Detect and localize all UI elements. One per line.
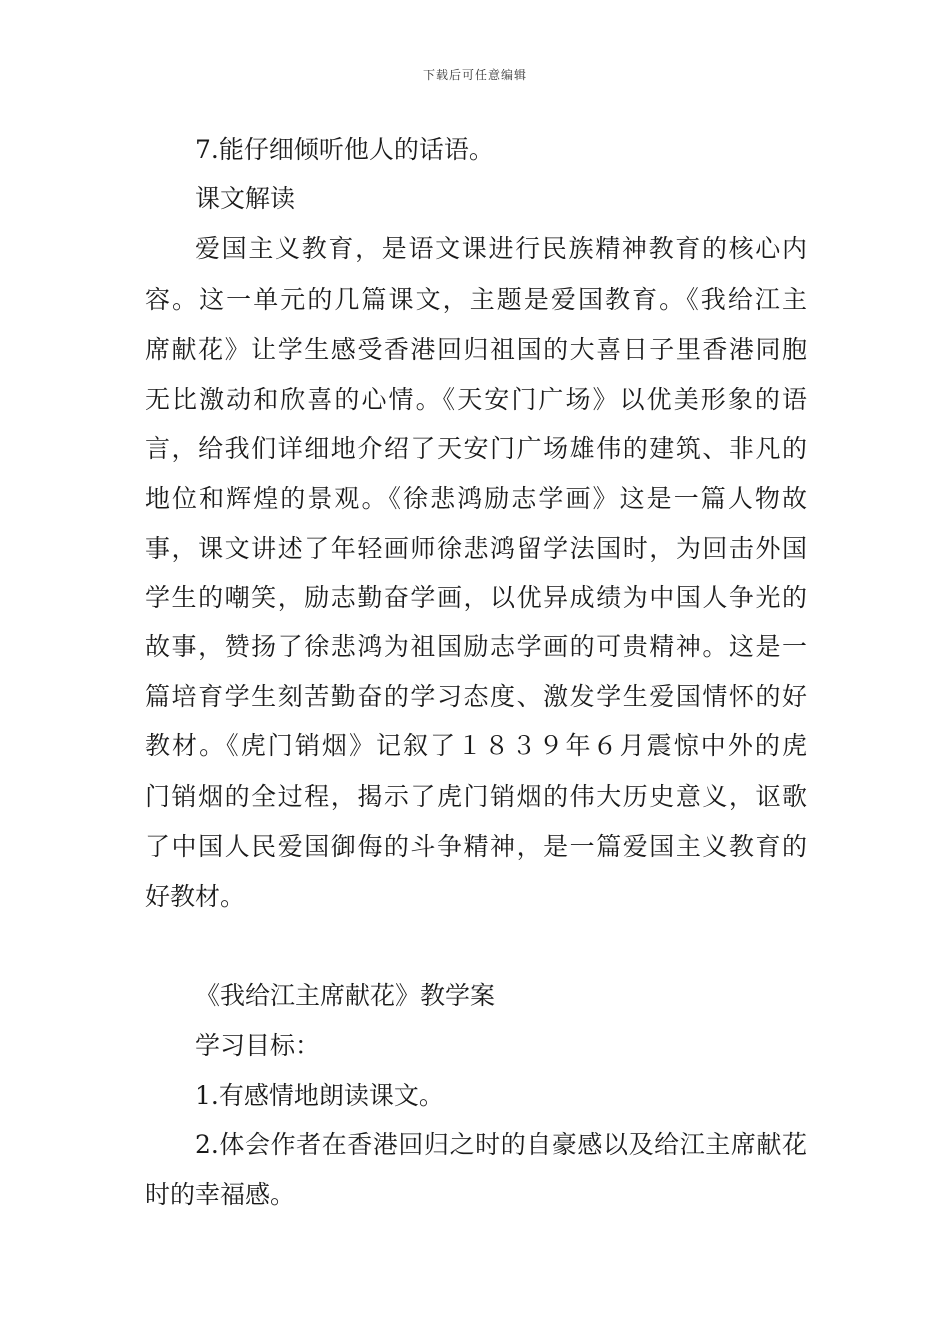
paragraph-line: 好教材。 [145,882,246,911]
goal-item-2: 2.体会作者在香港回归之时的自豪感以及给江主席献花 [195,1130,807,1159]
paragraph-line: 故事，赞扬了徐悲鸿为祖国励志学画的可贵精神。这是一 [145,632,807,661]
section-heading-text-analysis: 课文解读 [195,184,296,213]
goal-item-2-continued: 时的幸福感。 [145,1180,296,1209]
page-header: 下载后可任意编辑 [422,68,527,82]
paragraph-line: 爱国主义教育，是语文课进行民族精神教育的核心内 [195,234,807,263]
paragraph-line: 了中国人民爱国御侮的斗争精神，是一篇爱国主义教育的 [145,832,807,861]
paragraph-line: 言，给我们详细地介绍了天安门广场雄伟的建筑、非凡的 [145,434,807,463]
paragraph-line: 篇培育学生刻苦勤奋的学习态度、激发学生爱国情怀的好 [145,682,807,711]
section-heading-learning-goals: 学习目标： [195,1031,321,1060]
paragraph-line: 学生的嘲笑，励志勤奋学画，以优异成绩为中国人争光的 [145,583,807,612]
paragraph-line: 门销烟的全过程，揭示了虎门销烟的伟大历史意义，讴歌 [145,782,807,811]
paragraph-line: 席献花》让学生感受香港回归祖国的大喜日子里香港同胞 [145,335,807,364]
paragraph-line: 教材。《虎门销烟》记叙了１８３９年６月震惊中外的虎 [145,731,807,760]
paragraph-line: 地位和辉煌的景观。《徐悲鸿励志学画》这是一篇人物故 [145,484,807,513]
lesson-title: 《我给江主席献花》教学案 [195,981,496,1010]
paragraph-line: 事，课文讲述了年轻画师徐悲鸿留学法国时，为回击外国 [145,534,807,563]
paragraph-line: 无比激动和欣喜的心情。《天安门广场》以优美形象的语 [145,385,807,414]
list-item-7: 7.能仔细倾听他人的话语。 [195,135,494,164]
paragraph-line: 容。这一单元的几篇课文，主题是爱国教育。《我给江主 [145,285,807,314]
goal-item-1: 1.有感情地朗读课文。 [195,1081,444,1110]
